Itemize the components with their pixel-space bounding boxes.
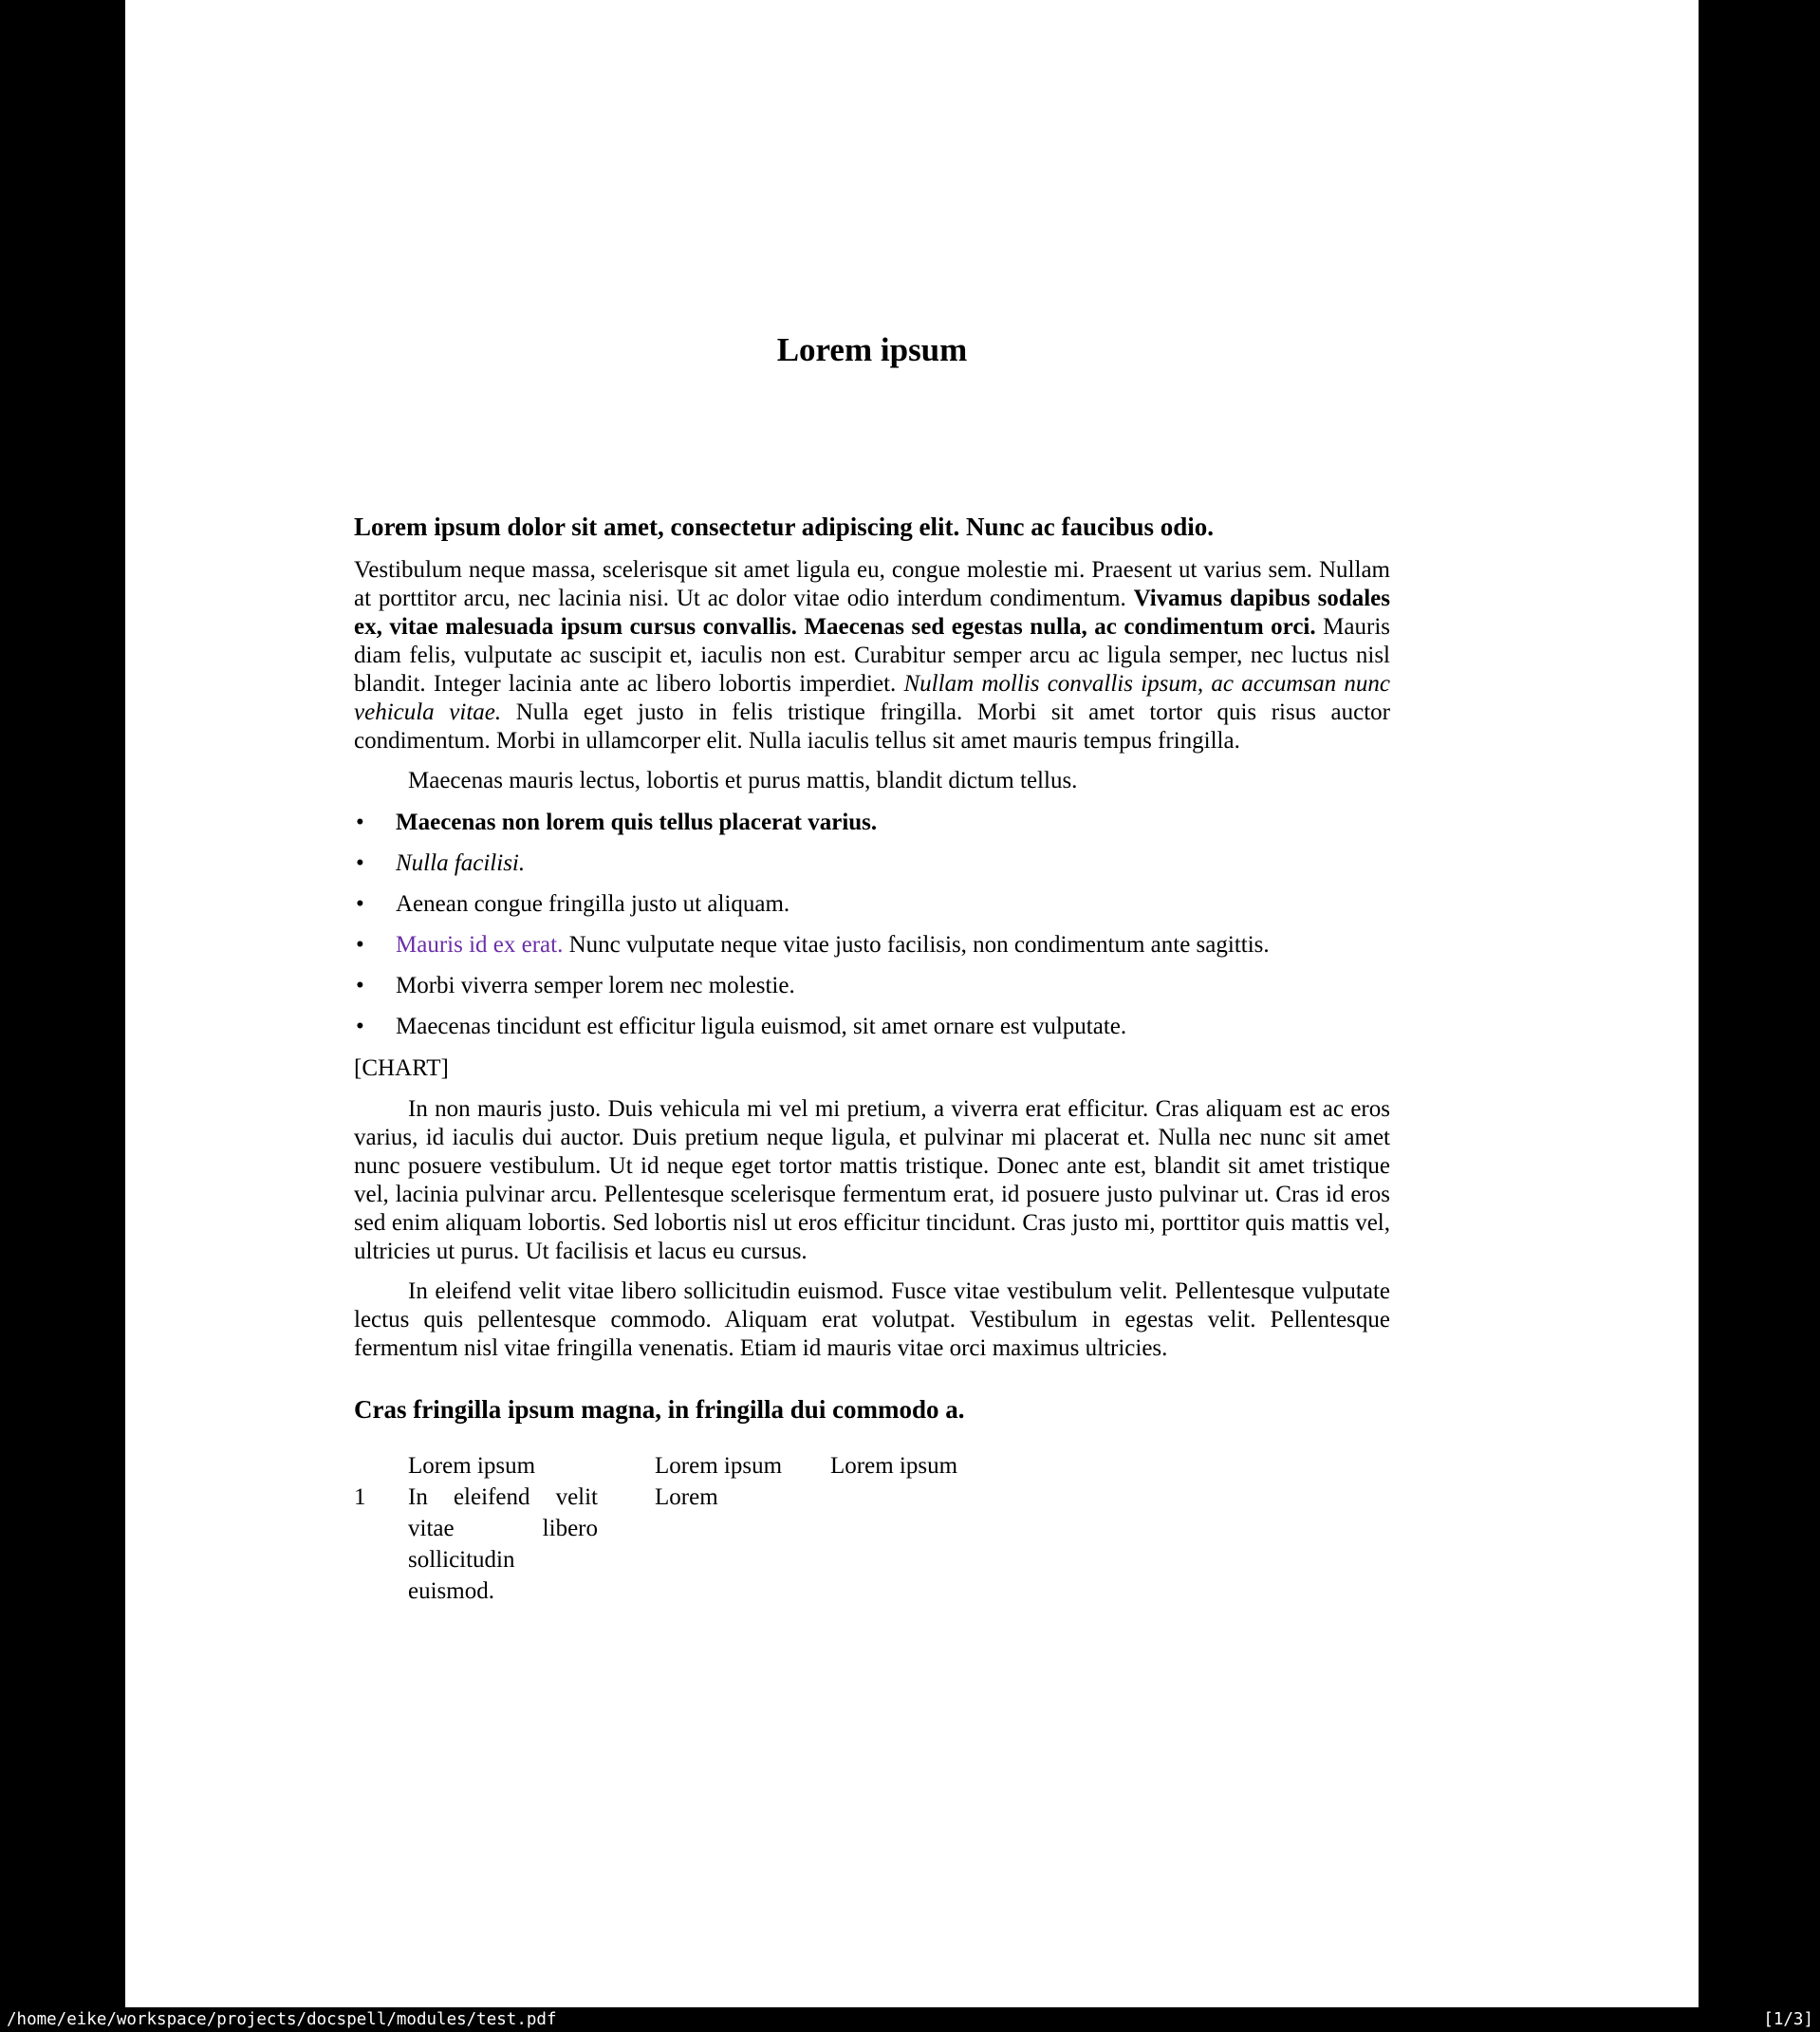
text-run: Vestibulum neque massa, scelerisque sit amet ligula eu, congue molestie mi. Praesent ut varius sem. Nullam at porttitor arcu, nec lacinia nisi. Ut ac dolor vitae odio interdum condimentum. [354, 557, 1390, 611]
text-run: Aenean congue fringilla justo ut aliquam. [396, 891, 790, 917]
paragraph-4: In eleifend velit vitae libero sollicitudin euismod. Fusce vitae vestibulum velit. Pellentesque vulputate lectus quis pellentesque commodo. Aliquam erat volutpat. Vestibulum in egestas velit. Pellentesque fermentum nisl vitae fringilla venenatis. Etiam id mauris vitae orci maximus ultricies. [354, 1278, 1390, 1361]
text-run: Morbi viverra semper lorem nec molestie. [396, 973, 795, 998]
table-cell [830, 1482, 1030, 1607]
list-item [354, 890, 1390, 919]
table-row [354, 1482, 1030, 1607]
list-item [354, 972, 1390, 1000]
text-run: Maecenas non lorem quis tellus placerat varius. [396, 810, 878, 835]
chart-placeholder: [CHART] [354, 1055, 449, 1081]
list-item [354, 1013, 1390, 1041]
paragraph-3: In non mauris justo. Duis vehicula mi vel mi pretium, a viverra erat efficitur. Cras aliquam est ac eros varius, id iaculis dui auctor. Duis pretium neque ligula, et pulvinar mi placerat et. Nulla nec nunc sit amet nunc posuere vestibulum. Ut id neque eget tortor mattis tristique. Donec ante est, blandit sit amet tristique vel, lacinia pulvinar arcu. Pellentesque scelerisque fermentum erat, id posuere justo pulvinar ut. Cras id eros sed enim aliquam lobortis. Sed lobortis nisl ut eros efficitur tincidunt. Cras justo mi, porttitor quis mattis vel, ultricies ut purus. Ut facilisis et lacus eu cursus. [354, 1096, 1390, 1264]
list-item [354, 849, 1390, 878]
list-item [354, 931, 1390, 960]
document-content [354, 0, 1390, 1607]
text-run: Nullam mollis convallis ipsum, ac accumsan nunc vehicula vitae. [354, 671, 1390, 725]
text-run: Mauris diam felis, vulputate ac suscipit et, iaculis non est. Curabitur semper arcu ac ligula semper, nec luctus nisl blandit. Integer lacinia ante ac libero lobortis imperdiet. [354, 614, 1390, 697]
text-run: Nunc vulputate neque vitae justo facilisis, non condimentum ante sagittis. [563, 932, 1270, 958]
pdf-page[interactable] [125, 0, 1699, 2007]
table-cell: Lorem [655, 1484, 718, 1510]
text-run: Vivamus dapibus sodales ex, vitae malesuada ipsum cursus convallis. Maecenas sed egestas nulla, ac condimentum orci. [354, 586, 1390, 640]
page-indicator: [1/3] [1763, 2010, 1813, 2029]
table-header-row [354, 1450, 1030, 1482]
status-bar [0, 2007, 1820, 2032]
bullet-list [354, 809, 1390, 1041]
table-header-cell: Lorem ipsum [830, 1453, 958, 1479]
section-1-heading: Lorem ipsum dolor sit amet, consectetur adipiscing elit. Nunc ac faucibus odio. [354, 513, 1215, 541]
table-header-cell [354, 1450, 408, 1482]
list-item [354, 809, 1390, 837]
document-title: Lorem ipsum [776, 331, 968, 368]
hyperlink[interactable]: Mauris id ex erat. [396, 932, 564, 958]
text-run: Nulla facilisi. [396, 850, 526, 876]
table-cell-text: In eleifend velit vitae libero sollicitudin euismod. [408, 1484, 598, 1604]
table-header-cell: Lorem ipsum [408, 1453, 536, 1479]
section-2-heading: Cras fringilla ipsum magna, in fringilla dui commodo a. [354, 1395, 965, 1424]
data-table [354, 1450, 1030, 1607]
text-run: Nulla eget justo in felis tristique fringilla. Morbi sit amet tortor quis risus auctor condimentum. Morbi in ullamcorper elit. Nulla iaculis tellus sit amet mauris tempus fringilla. [354, 699, 1390, 754]
paragraph-2: Maecenas mauris lectus, lobortis et purus mattis, blandit dictum tellus. [408, 768, 1078, 793]
file-path: /home/eike/workspace/projects/docspell/modules/test.pdf [7, 2010, 557, 2029]
text-run: Maecenas tincidunt est efficitur ligula euismod, sit amet ornare est vulputate. [396, 1014, 1127, 1039]
table-cell [408, 1482, 655, 1607]
table-header-cell: Lorem ipsum [655, 1453, 783, 1479]
table-cell-rownum: 1 [354, 1484, 366, 1510]
paragraph-1 [354, 556, 1390, 755]
